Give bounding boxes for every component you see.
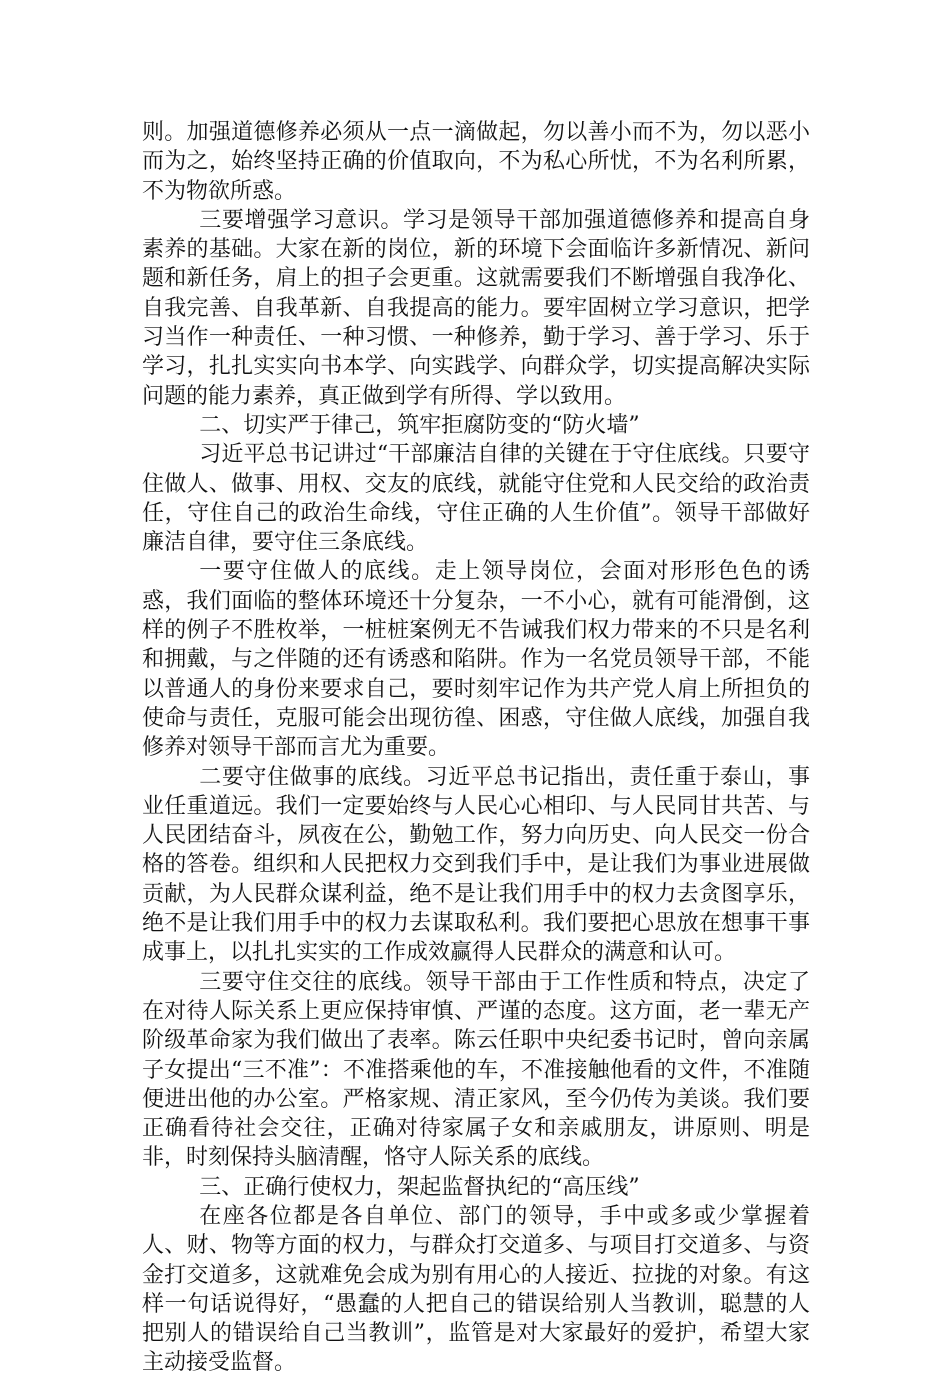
document-body [142,118,810,1378]
paragraph-learning-awareness: 三要增强学习意识。学习是领导干部加强道德修养和提高自身素养的基础。大家在新的岗位，新的环境下会面临许多新情况、新问题和新任务，肩上的担子会更重。这就需要我们不断增强自我净化、自我完善、自我革新、自我提高的能力。要牢固树立学习意识，把学习当作一种责任、一种习惯、一种修养，勤于学习、善于学习、乐于学习，扎扎实实向书本学、向实践学、向群众学，切实提高解决实际问题的能力素养，真正做到学有所得、学以致用。 [142,207,810,409]
section-heading-3: 三、正确行使权力，架起监督执纪的“高压线” [199,1174,640,1200]
paragraph-conduct-bottom-line: 一要守住做人的底线。走上领导岗位，会面对形形色色的诱惑，我们面临的整体环境还十分复杂，一不小心，就有可能滑倒，这样的例子不胜枚举，一桩桩案例无不告诫我们权力带来的不只是名利和拥戴，与之伴随的还有诱惑和陷阱。作为一名党员领导干部，不能以普通人的身份来要求自己，要时刻牢记作为共产党人肩上所担负的使命与责任，克服可能会出现彷徨、困惑，守住做人底线，加强自我修养对领导干部而言尤为重要。 [142,559,810,761]
paragraph-social-bottom-line: 三要守住交往的底线。领导干部由于工作性质和特点，决定了在对待人际关系上更应保持审慎、严谨的态度。这方面，老一辈无产阶级革命家为我们做出了表率。陈云任职中央纪委书记时，曾向亲属子女提出“三不准”：不准搭乘他的车，不准接触他看的文件，不准随便进出他的办公室。严格家规、清正家风，至今仍传为美谈。我们要正确看待社会交往，正确对待家属子女和亲戚朋友，讲原则、明是非，时刻保持头脑清醒，恪守人际关系的底线。 [142,969,810,1171]
paragraph-work-bottom-line: 二要守住做事的底线。习近平总书记指出，责任重于泰山，事业任重道远。我们一定要始终与人民心心相印、与人民同甘共苦、与人民团结奋斗，夙夜在公，勤勉工作，努力向历史、向人民交一份合格的答卷。组织和人民把权力交到我们手中，是让我们为事业进展做贡献，为人民群众谋利益，绝不是让我们用手中的权力去贪图享乐，绝不是让我们用手中的权力去谋取私利。我们要把心思放在想事干事成事上，以扎扎实实的工作成效赢得人民群众的满意和认可。 [142,764,810,966]
paragraph-supervision: 在座各位都是各自单位、部门的领导，手中或多或少掌握着人、财、物等方面的权力，与群众打交道多、与项目打交道多、与资金打交道多，这就难免会成为别有用心的人接近、拉拢的对象。有这样一句话说得好，“愚蠢的人把自己的错误给别人当教训，聪慧的人把别人的错误给自己当教训”，监管是对大家最好的爱护，希望大家主动接受监督。 [142,1203,810,1376]
paragraph-continuation: 则。加强道德修养必须从一点一滴做起，勿以善小而不为，勿以恶小而为之，始终坚持正确的价值取向，不为私心所忧，不为名利所累，不为物欲所惑。 [142,120,810,204]
paragraph-bottom-line-quote: 习近平总书记讲过“干部廉洁自律的关键在于守住底线。只要守住做人、做事、用权、交友的底线，就能守住党和人民交给的政治责任，守住自己的政治生命线，守住正确的人生价值”。领导干部做好廉洁自律，要守住三条底线。 [142,442,810,556]
section-heading-2: 二、切实严于律己，筑牢拒腐防变的“防火墙” [199,412,640,438]
